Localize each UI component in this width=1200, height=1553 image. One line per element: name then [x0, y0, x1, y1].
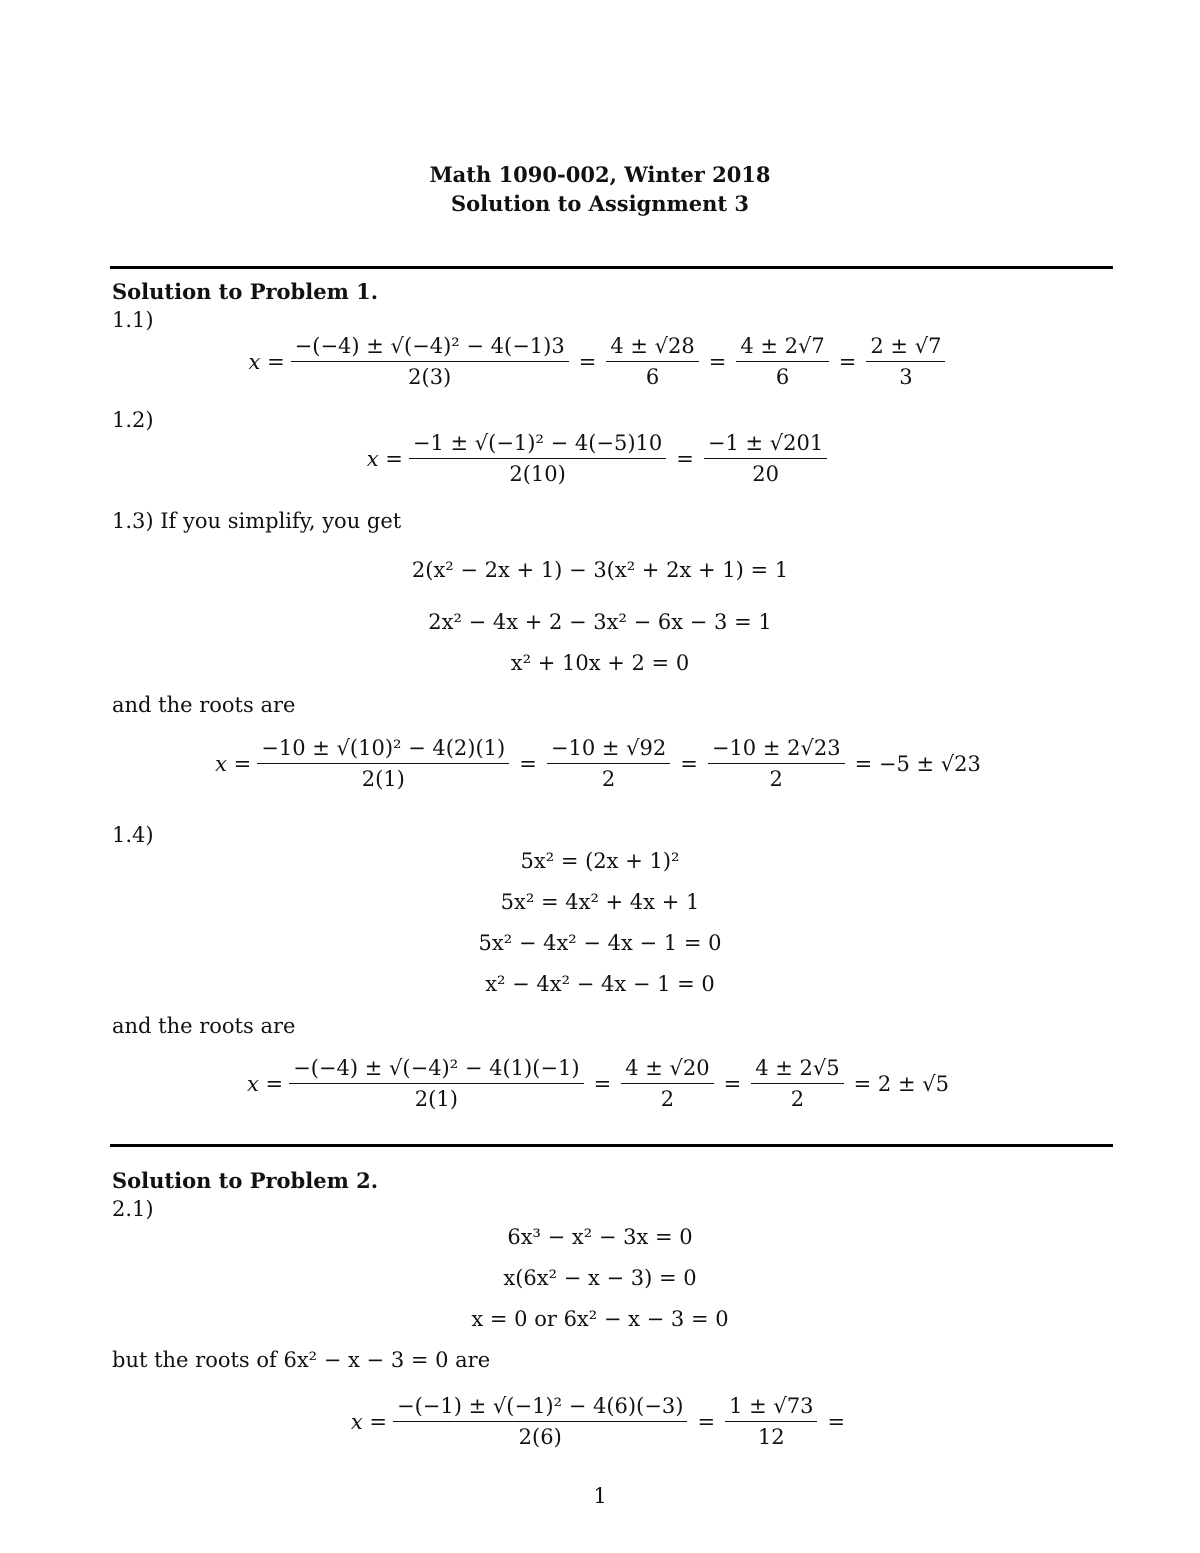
- equals-sign: =: [578, 349, 597, 374]
- equation-1-3-roots: [0, 736, 1200, 791]
- equation-1-1: [0, 334, 1200, 389]
- section-divider: [110, 266, 1113, 269]
- numerator: 4 ± √28: [606, 334, 698, 362]
- eq-lhs: x =: [215, 751, 252, 776]
- denominator: 2: [769, 767, 783, 792]
- eq-lhs: x =: [248, 349, 285, 374]
- problem-1-heading: Solution to Problem 1.: [112, 279, 379, 304]
- denominator: 2: [790, 1087, 805, 1112]
- section-divider: [110, 1144, 1113, 1147]
- fraction: [547, 736, 670, 791]
- label-1-2: 1.2): [112, 408, 154, 432]
- denominator: 2(1): [414, 1087, 458, 1112]
- numerator: −(−1) ± √(−1)² − 4(6)(−3): [393, 1394, 687, 1422]
- numerator: −(−4) ± √(−4)² − 4(1)(−1): [289, 1056, 583, 1084]
- numerator: 1 ± √73: [725, 1394, 817, 1422]
- fraction: [704, 431, 827, 486]
- equation-1-4-roots: [0, 1056, 1200, 1111]
- numerator: 4 ± 2√5: [751, 1056, 843, 1084]
- equation-line: 2x² − 4x + 2 − 3x² − 6x − 3 = 1: [428, 610, 772, 634]
- equals-sign: =: [708, 349, 727, 374]
- problem-2-heading: Solution to Problem 2.: [112, 1168, 379, 1193]
- roots-intro: but the roots of 6x² − x − 3 = 0 are: [112, 1348, 491, 1372]
- equals-sign: =: [838, 349, 857, 374]
- document-title: Math 1090-002, Winter 2018: [429, 162, 771, 187]
- fraction: [621, 1056, 713, 1111]
- eq-lhs: x =: [350, 1409, 388, 1434]
- fraction: [291, 334, 569, 389]
- fraction: [393, 1394, 687, 1449]
- equation-line: 2(x² − 2x + 1) − 3(x² + 2x + 1) = 1: [411, 558, 789, 582]
- equation-1-2: [0, 431, 1200, 486]
- equation-line: x² + 10x + 2 = 0: [510, 651, 690, 675]
- denominator: 2: [660, 1087, 675, 1112]
- equation-line: 6x³ − x² − 3x = 0: [507, 1225, 693, 1249]
- equation-line: 5x² = (2x + 1)²: [520, 849, 680, 873]
- numerator: 2 ± √7: [866, 334, 945, 362]
- numerator: −10 ± 2√23: [708, 736, 845, 764]
- equals-sign: =: [676, 446, 694, 471]
- numerator: 4 ± √20: [621, 1056, 713, 1084]
- numerator: −10 ± √92: [547, 736, 670, 764]
- numerator: −(−4) ± √(−4)² − 4(−1)3: [291, 334, 569, 362]
- equals-sign: =: [680, 751, 698, 776]
- equation-line: 5x² = 4x² + 4x + 1: [500, 890, 700, 914]
- fraction: [708, 736, 845, 791]
- fraction: [409, 431, 666, 486]
- document-subtitle: Solution to Assignment 3: [450, 191, 750, 216]
- equation-line: x(6x² − x − 3) = 0: [503, 1266, 697, 1290]
- eq-lhs: x =: [247, 1071, 284, 1096]
- numerator: −10 ± √(10)² − 4(2)(1): [257, 736, 509, 764]
- roots-intro: and the roots are: [112, 693, 296, 717]
- denominator: 20: [752, 462, 779, 487]
- fraction: [289, 1056, 583, 1111]
- roots-intro: and the roots are: [112, 1014, 296, 1038]
- equation-line: x = 0 or 6x² − x − 3 = 0: [471, 1307, 729, 1331]
- label-2-1: 2.1): [112, 1197, 154, 1221]
- fraction: [606, 334, 698, 389]
- numerator: 4 ± 2√7: [736, 334, 828, 362]
- denominator: 2(10): [509, 462, 566, 487]
- label-1-3: 1.3) If you simplify, you get: [112, 509, 402, 533]
- denominator: 2(6): [518, 1425, 562, 1450]
- fraction: [257, 736, 509, 791]
- denominator: 2: [601, 767, 616, 792]
- page-number: 1: [593, 1484, 607, 1508]
- fraction: [736, 334, 828, 389]
- equals-sign: =: [697, 1409, 716, 1434]
- numerator: −1 ± √(−1)² − 4(−5)10: [409, 431, 666, 459]
- eq-lhs: x =: [366, 446, 403, 471]
- denominator: 12: [757, 1425, 785, 1450]
- equation-tail: = 2 ± √5: [853, 1071, 949, 1096]
- fraction: [866, 334, 945, 389]
- label-1-4: 1.4): [112, 823, 154, 847]
- denominator: 6: [775, 365, 790, 390]
- denominator: 2(3): [408, 365, 452, 390]
- fraction: [751, 1056, 843, 1111]
- equation-2-1-roots: [0, 1394, 1200, 1449]
- equals-sign: =: [519, 751, 537, 776]
- denominator: 3: [899, 365, 913, 390]
- equals-sign: =: [723, 1071, 742, 1096]
- fraction: [725, 1394, 817, 1449]
- denominator: 6: [645, 365, 660, 390]
- equals-sign: =: [593, 1071, 612, 1096]
- label-1-1: 1.1): [112, 308, 154, 332]
- numerator: −1 ± √201: [704, 431, 827, 459]
- equals-sign: =: [827, 1409, 846, 1434]
- equation-line: 5x² − 4x² − 4x − 1 = 0: [478, 931, 722, 955]
- denominator: 2(1): [361, 767, 405, 792]
- equation-line: x² − 4x² − 4x − 1 = 0: [485, 972, 715, 996]
- equation-tail: = −5 ± √23: [854, 751, 981, 776]
